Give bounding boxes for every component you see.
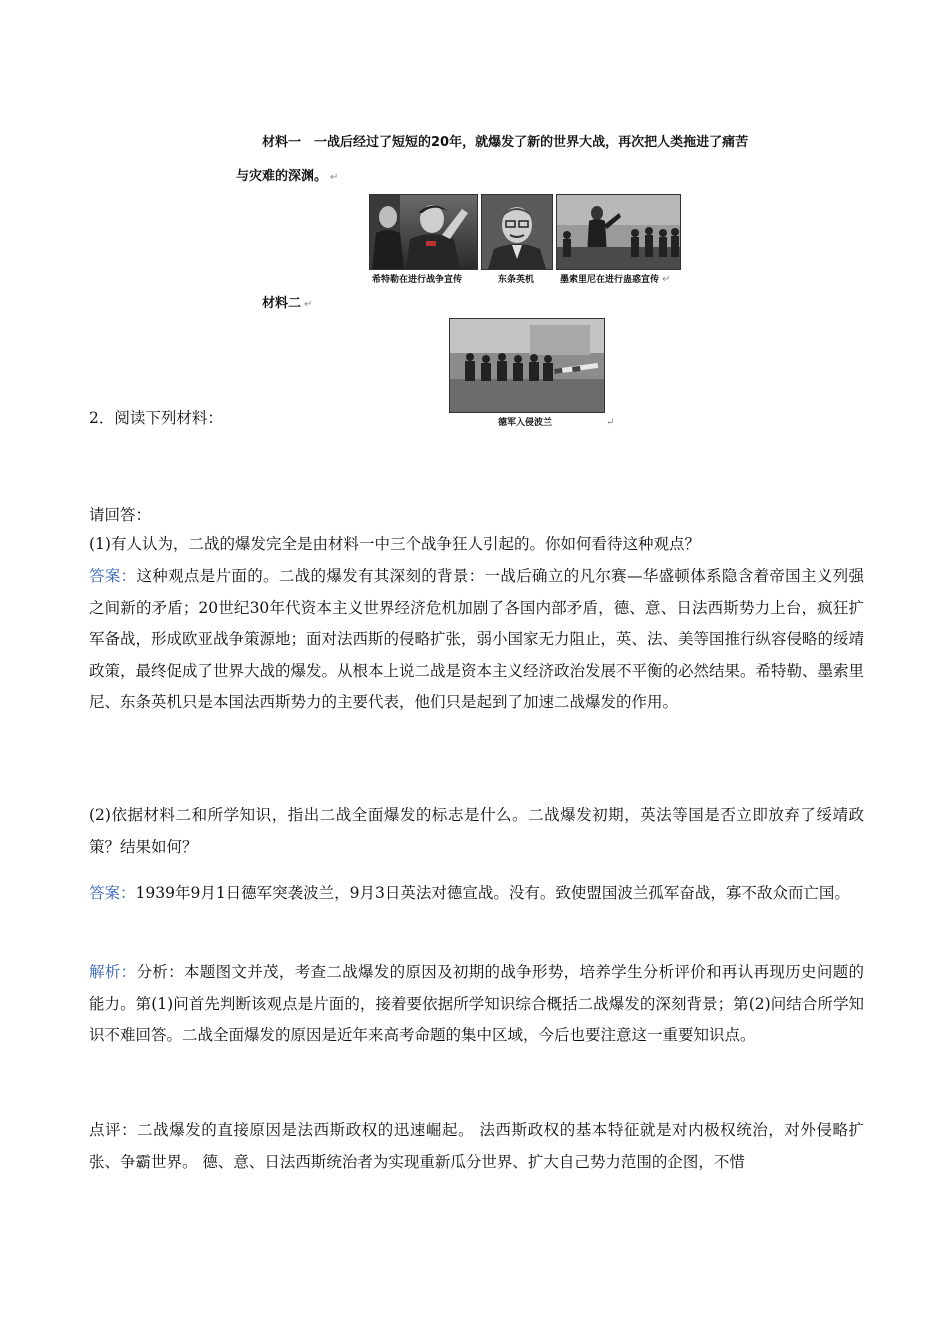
invasion-caption: 德军入侵波兰 (498, 418, 553, 428)
answer-1: 答案：这种观点是片面的。二战的爆发有其深刻的背景：一战后确立的凡尔赛—华盛顿体系隐含着帝国主义列强之间新的矛盾；20世纪30年代资本主义世界经济危机加剧了各国内部矛盾，德、意、日法西斯势力上台，疯狂扩军备战，形成欧亚战争策源地；面对法西斯的侵略扩张，弱小国家无力阻止，英、法、美等国推行纵容侵略的绥靖政策，最终促成了世界大战的爆发。从根本上说二战是资本主义经济政治发展不平衡的必然结果。希特勒、墨索里尼、东条英机只是本国法西斯势力的主要代表，他们只是起到了加速二战爆发的作用。 (89, 567, 865, 711)
analysis-label: 解析： (89, 963, 137, 981)
tojo-caption: 东条英机 (498, 275, 535, 285)
comment: 点评：二战爆发的直接原因是法西斯政权的迅速崛起。 法西斯政权的基本特征就是对内极权统治，对外侵略扩张、争霸世界。 德、意、日法西斯统治者为实现重新瓜分世界、扩大自己势力范围的企图，不惜 (89, 1121, 864, 1171)
hitler-caption: 希特勒在进行战争宣传 (372, 275, 463, 285)
hitler-photo (369, 194, 478, 270)
german-invasion-photo (449, 318, 605, 413)
question-1: (1)有人认为，二战的爆发完全是由材料一中三个战争狂人引起的。你如何看待这种观点？ (89, 535, 700, 553)
material-one-line2: 与灾难的深渊。 ↵ (236, 169, 339, 184)
answer-label: 答案： (89, 567, 137, 585)
question-prompt: 请回答： (89, 506, 152, 524)
tojo-photo (481, 194, 553, 270)
question-intro: 2．阅读下列材料： (89, 409, 223, 427)
answer-2: 答案：1939年9月1日德军突袭波兰，9月3日英法对德宣战。没有。致使盟国波兰孤军奋战，寡不敌众而亡国。 (89, 884, 850, 902)
return-mark: ↵ (606, 417, 615, 428)
answer-label: 答案： (89, 884, 136, 902)
analysis: 解析：分析：本题图文并茂，考查二战爆发的原因及初期的战争形势，培养学生分析评价和再认再现历史问题的能力。第(1)问首先判断该观点是片面的，接着要依据所学知识综合概括二战爆发的深刻背景；第(2)问结合所学知识不难回答。二战全面爆发的原因是近年来高考命题的集中区域，今后也要注意这一重要知识点。 (89, 963, 864, 1044)
mussolini-caption: 墨索里尼在进行蛊惑宣传 ↵ (560, 274, 671, 285)
material-one-line1: 材料一 一战后经过了短短的20年，就爆发了新的世界大战，再次把人类拖进了痛苦 (262, 135, 749, 150)
mussolini-photo (556, 194, 681, 270)
question-2: (2)依据材料二和所学知识，指出二战全面爆发的标志是什么。二战爆发初期，英法等国是否立即放弃了绥靖政策？结果如何？ (89, 806, 864, 856)
material-two-label: 材料二 ↵ (262, 296, 313, 311)
